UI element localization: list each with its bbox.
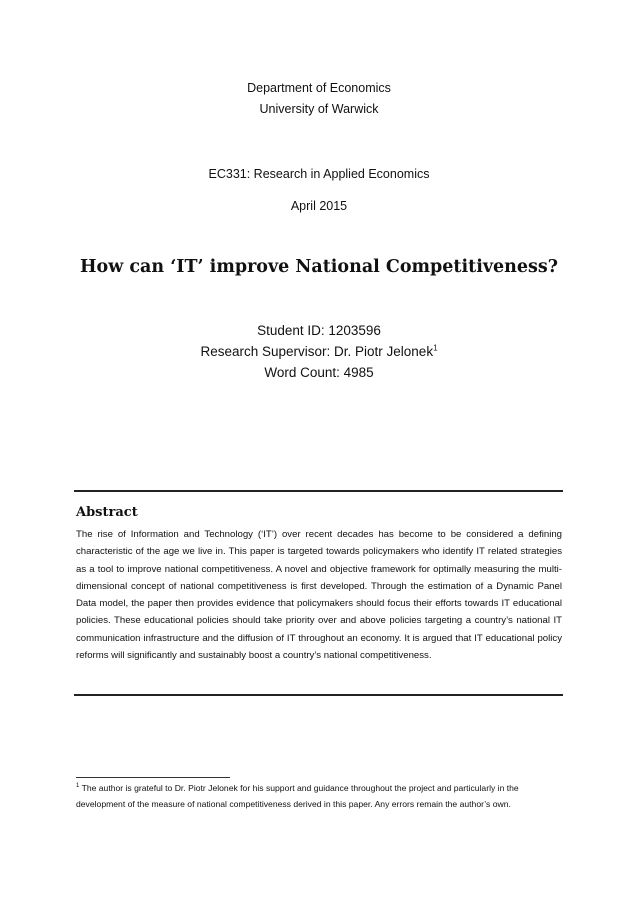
university-name: University of Warwick [259, 102, 379, 116]
word-count: Word Count: 4985 [264, 365, 374, 380]
footnote [76, 781, 554, 812]
department-name: Department of Economics [247, 81, 391, 95]
footnote-reference-mark: 1 [433, 343, 438, 353]
footnote-text: The author is grateful to Dr. Piotr Jelonek for his support and guidance throughout the project and particularly in the development of the measure of national competitiveness derived in this paper. Any errors remain the author’s own. [76, 783, 519, 809]
submission-date: April 2015 [290, 199, 348, 213]
student-id: Student ID: 1203596 [257, 323, 381, 338]
abstract-body: The rise of Information and Technology (‘IT’) over recent decades has become to be considered a defining characteristic of the age we live in. This paper is targeted towards policymakers who identify IT related strategies as a tool to improve national competitiveness. A novel and objective framework for optimally measuring the multi-dimensional concept of national competitiveness is first developed. Through the estimation of a Dynamic Panel Data model, the paper then provides evidence that policymakers should focus their efforts towards IT educational policies. These educational policies should take priority over and above policies targeting a country’s national IT communication infrastructure and the diffusion of IT throughout an economy. It is argued that IT educational policy reforms will significantly and sustainably boost a country’s national competitiveness. [76, 529, 562, 662]
footnote-mark: 1 [76, 783, 80, 790]
paper-title: How can ‘IT’ improve National Competitiveness? [80, 257, 558, 277]
footnote-separator [76, 777, 230, 778]
research-supervisor [0, 343, 638, 361]
abstract-heading: Abstract [76, 505, 138, 520]
abstract-top-rule [74, 490, 563, 492]
research-supervisor-text: Research Supervisor: Dr. Piotr Jelonek [200, 344, 434, 359]
abstract-bottom-rule [74, 694, 563, 696]
course-name: EC331: Research in Applied Economics [208, 167, 430, 181]
